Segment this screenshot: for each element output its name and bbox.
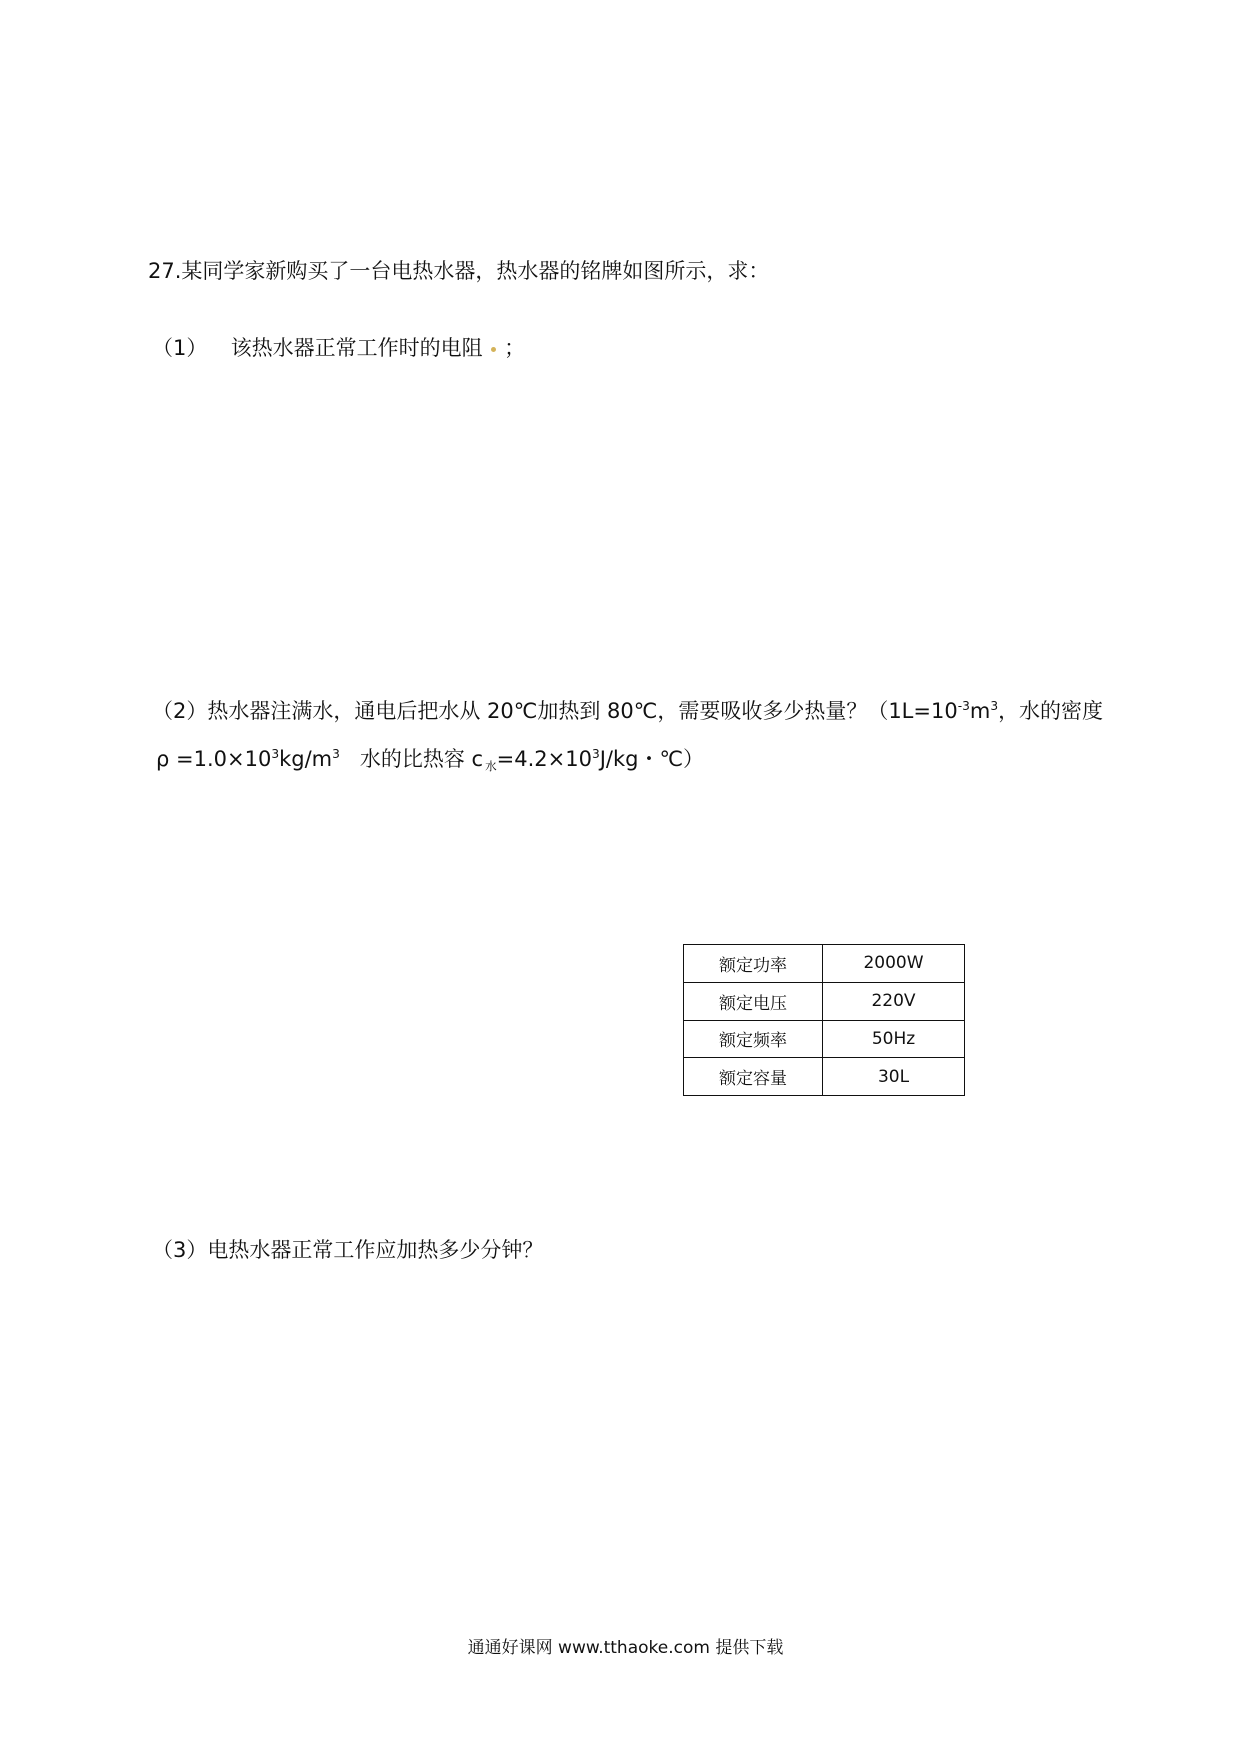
question-part-1 xyxy=(152,338,525,359)
part-2-density-unit: kg/m xyxy=(279,747,333,771)
rated-voltage-value: 220V xyxy=(823,982,965,1020)
question-part-2-line-2 xyxy=(156,749,704,773)
part-1-number: （1） xyxy=(152,336,208,360)
text-cursor-mark xyxy=(491,347,496,352)
rated-power-value: 2000W xyxy=(823,945,965,983)
part-1-end-punctuation: ； xyxy=(504,336,526,360)
part-2-density-prefix: ρ =1.0×10 xyxy=(156,747,272,771)
nameplate-row-rated-frequency xyxy=(684,1020,965,1058)
rated-voltage-label: 额定电压 xyxy=(684,982,823,1020)
part-2-specific-heat-label: 水的比热容 c xyxy=(359,747,484,771)
part-2-line-1-suffix: ，水的密度 xyxy=(998,699,1104,723)
part-2-water-subscript: 水 xyxy=(485,759,497,774)
part-2-specific-heat-value: =4.2×10 xyxy=(496,747,592,771)
question-title: 27.某同学家新购买了一台电热水器，热水器的铭牌如图所示，求： xyxy=(148,259,770,283)
question-part-2-line-1 xyxy=(152,701,1103,722)
part-2-line-1-prefix: （2）热水器注满水，通电后把水从 20℃加热到 80℃，需要吸收多少热量？（1L=10 xyxy=(152,699,958,723)
nameplate-row-rated-power xyxy=(684,945,965,983)
rated-capacity-value: 30L xyxy=(823,1058,965,1096)
download-source-footer: 通通好课网 www.tthaoke.com 提供下载 xyxy=(467,1638,784,1658)
rated-frequency-label: 额定频率 xyxy=(684,1020,823,1058)
nameplate-row-rated-capacity xyxy=(684,1058,965,1096)
rated-power-label: 额定功率 xyxy=(684,945,823,983)
part-2-line-1-unit: m xyxy=(969,699,991,723)
water-heater-nameplate-table xyxy=(683,944,965,1096)
rated-capacity-label: 额定容量 xyxy=(684,1058,823,1096)
part-1-text: 该热水器正常工作时的电阻 xyxy=(230,336,483,360)
part-2-specific-heat-suffix: J/kg・℃） xyxy=(599,747,705,771)
part-2-specific-heat-exponent: 3 xyxy=(591,747,600,761)
part-2-line-1-exponent-1: -3 xyxy=(957,699,970,713)
part-2-line-1-exponent-2: 3 xyxy=(990,699,999,713)
nameplate-row-rated-voltage xyxy=(684,982,965,1020)
part-2-density-exponent: 3 xyxy=(271,747,280,761)
question-part-3: （3）电热水器正常工作应加热多少分钟？ xyxy=(152,1238,544,1262)
rated-frequency-value: 50Hz xyxy=(823,1020,965,1058)
part-2-density-unit-exponent: 3 xyxy=(332,747,340,761)
